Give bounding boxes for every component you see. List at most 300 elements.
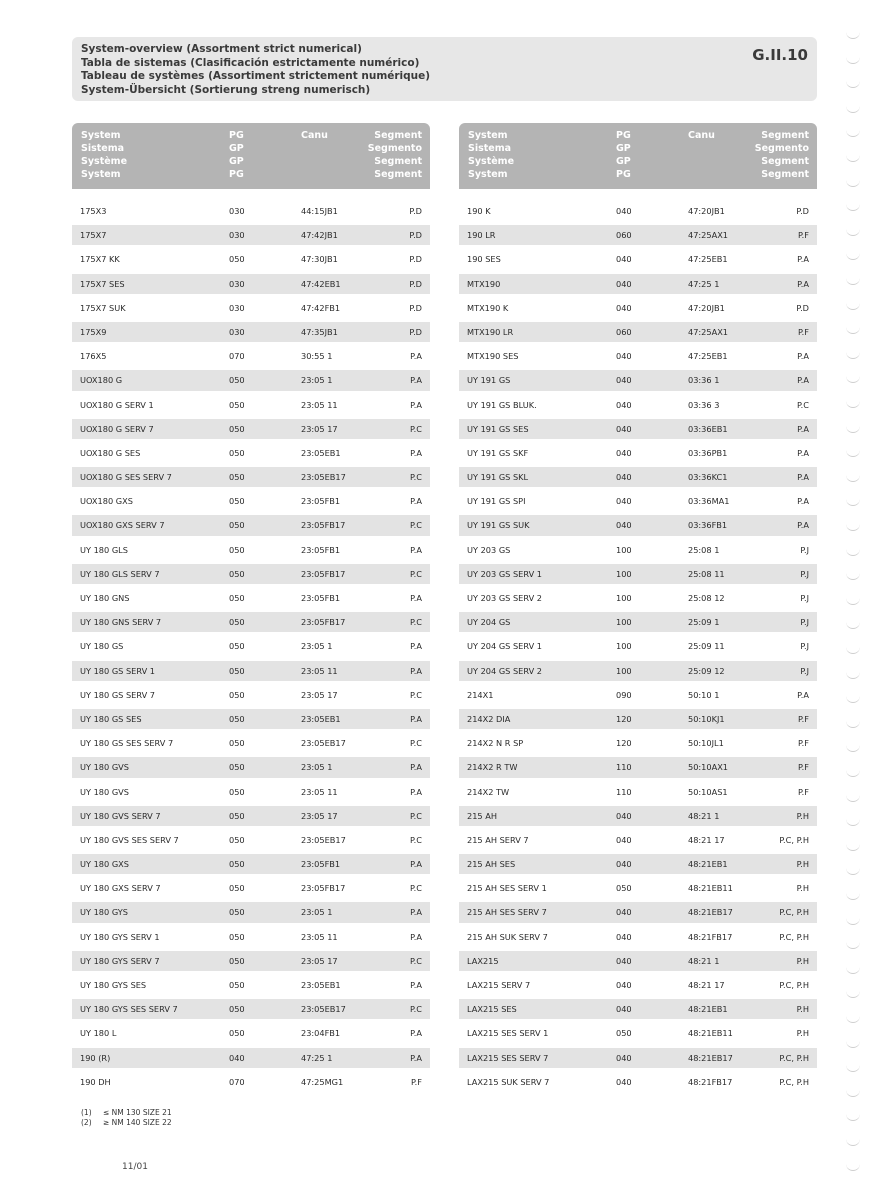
cell-system: UY 203 GS [467,544,511,555]
cell-segment: P.A [410,713,422,724]
table-row [459,854,817,874]
cell-segment: P.F [798,786,809,797]
cell-pg: 120 [616,738,632,749]
table-row [72,370,430,390]
table-row [72,467,430,487]
binder-hole [846,938,860,949]
table-row [72,733,430,753]
title-de: System-Übersicht (Sortierung streng numerisch) [81,83,371,96]
cell-system: 175X7 KK [80,254,120,265]
cell-canu: 50:10AS1 [688,786,728,797]
cell-segment: P.A [410,931,422,942]
table-row [72,878,430,898]
cell-pg: 040 [616,399,632,410]
binder-hole [846,1037,860,1048]
cell-canu: 23:05FB1 [301,859,341,870]
cell-segment: P.F [798,762,809,773]
cell-system: UOX180 G SERV 1 [80,399,154,410]
cell-segment: P.H [796,859,809,870]
cell-system: LAX215 SES SERV 7 [467,1052,549,1063]
cell-system: UY 204 GS [467,617,511,628]
cell-segment: P.C [410,955,422,966]
cell-segment: P.A [410,447,422,458]
cell-pg: 040 [616,351,632,362]
binder-hole [846,299,860,310]
cell-system: 175X7 SUK [80,302,126,313]
cell-segment: P.A [410,859,422,870]
cell-pg: 040 [616,496,632,507]
table-row [72,636,430,656]
left-rows [72,201,430,1092]
table-row [72,515,430,535]
cell-system: UY 180 GLS [80,544,128,555]
cell-system: UY 191 GS SKF [467,447,529,458]
cell-segment: P.C [410,689,422,700]
cell-system: UY 203 GS SERV 2 [467,593,542,603]
cell-segment: P.C [410,617,422,628]
title-en: System-overview (Assortment strict numerical) [81,43,362,55]
cell-pg: 040 [616,472,632,483]
cell-system: UY 180 GYS SES [80,980,147,990]
cell-canu: 03:36MA1 [688,496,730,507]
cell-pg: 050 [229,375,245,386]
cell-segment: P.A [410,399,422,410]
table-row [459,298,817,318]
cell-segment: P.C, P.H [779,1052,809,1063]
binder-hole [846,545,860,556]
cell-canu: 23:05FB1 [301,593,341,603]
cell-system: UY 191 GS BLUK. [467,399,537,410]
cell-pg: 090 [616,689,632,700]
cell-segment: P.F [411,1076,422,1087]
cell-segment: P.C [410,738,422,749]
cell-pg: 040 [616,1004,632,1015]
table-row [459,951,817,971]
cell-pg: 040 [616,980,632,990]
cell-canu: 47:42FB1 [301,302,341,313]
cell-pg: 050 [229,955,245,966]
cell-canu: 23:05EB1 [301,713,341,724]
cell-pg: 060 [616,326,632,337]
cell-pg: 040 [616,1076,632,1087]
cell-segment: P.D [409,206,422,216]
cell-system: UY 180 GS [80,641,124,652]
cell-pg: 050 [616,1028,632,1039]
cell-canu: 23:05 1 [301,641,333,652]
table-row [459,975,817,995]
binder-hole [846,594,860,605]
cell-segment: P.A [410,786,422,797]
cell-pg: 040 [616,423,632,434]
table-row [459,443,817,463]
binder-hole [846,422,860,433]
table-row [459,540,817,560]
cell-pg: 050 [229,762,245,773]
cell-canu: 48:21EB1 [688,859,728,870]
cell-canu: 47:25AX1 [688,326,729,337]
cell-pg: 120 [616,713,632,724]
cell-segment: P.A [410,907,422,918]
header-canu: Canu [688,130,715,141]
cell-pg: 050 [229,254,245,265]
cell-canu: 23:05 11 [301,665,338,676]
cell-pg: 040 [616,375,632,386]
cell-system: 214X2 N R SP [467,738,524,749]
cell-pg: 050 [229,447,245,458]
cell-segment: P.C [410,423,422,434]
cell-system: 215 AH [467,810,497,821]
cell-canu: 25:08 1 [688,544,720,555]
cell-canu: 48:21 1 [688,810,720,821]
cell-canu: 23:05 1 [301,907,333,918]
cell-segment: P.A [410,641,422,652]
cell-segment: P.F [798,738,809,749]
binder-hole [846,274,860,285]
cell-system: UY 203 GS SERV 1 [467,568,542,579]
cell-segment: P.D [796,302,809,313]
cell-segment: P.C, P.H [779,834,809,845]
binder-hole [846,397,860,408]
cell-pg: 050 [229,883,245,894]
cell-canu: 23:05FB17 [301,568,346,579]
cell-segment: P.J [800,544,809,555]
cell-segment: P.D [409,278,422,289]
cell-system: UY 180 GNS SERV 7 [80,617,162,628]
table-row [459,999,817,1019]
right-rows [459,201,817,1092]
table-row [459,1023,817,1043]
cell-segment: P.H [796,1004,809,1015]
binder-hole [846,1160,860,1171]
cell-system: UY 180 GS SES SERV 7 [80,738,174,749]
table-row [72,274,430,294]
cell-canu: 23:05 11 [301,931,338,942]
cell-segment: P.A [410,351,422,362]
cell-canu: 47:25 1 [688,278,720,289]
cell-canu: 23:05 1 [301,375,333,386]
cell-system: UY 204 GS SERV 2 [467,665,542,676]
cell-pg: 040 [616,859,632,870]
cell-canu: 47:25EB1 [688,254,728,265]
binder-holes [846,28,866,1188]
cell-segment: P.C [410,883,422,894]
cell-canu: 23:05FB1 [301,496,341,507]
cell-canu: 23:05EB1 [301,980,341,990]
cell-pg: 050 [229,568,245,579]
binder-hole [846,53,860,64]
footnote: (2) ≥ NM 140 SIZE 22 [81,1118,172,1127]
header-segment: Segment Segmento Segment Segment [367,130,422,180]
binder-hole [846,495,860,506]
cell-pg: 030 [229,230,245,241]
binder-hole [846,963,860,974]
table-row [72,999,430,1019]
binder-hole [846,618,860,629]
cell-segment: P.F [798,230,809,241]
cell-pg: 050 [229,810,245,821]
cell-pg: 050 [229,713,245,724]
table-row [459,1072,817,1092]
cell-pg: 070 [229,351,245,362]
cell-segment: P.A [410,544,422,555]
cell-segment: P.A [410,762,422,773]
cell-system: UY 180 GVS [80,762,129,773]
table-row [459,733,817,753]
cell-segment: P.J [800,665,809,676]
table-row [72,902,430,922]
cell-segment: P.D [409,302,422,313]
cell-canu: 23:05 17 [301,955,338,966]
cell-segment: P.C [410,834,422,845]
cell-segment: P.A [410,1052,422,1063]
cell-segment: P.D [409,230,422,241]
binder-hole [846,864,860,875]
cell-system: MTX190 K [467,302,509,313]
table-row [459,225,817,245]
table-row [72,709,430,729]
cell-canu: 03:36KC1 [688,472,728,483]
cell-canu: 25:08 11 [688,568,725,579]
cell-pg: 050 [229,617,245,628]
cell-segment: P.J [800,617,809,628]
table-row [459,395,817,415]
binder-hole [846,569,860,580]
cell-system: UY 191 GS SKL [467,472,529,483]
table-row [72,491,430,511]
table-row [72,1072,430,1092]
table-row [72,612,430,632]
cell-system: 214X1 [467,689,494,700]
cell-segment: P.A [410,593,422,603]
table-row [459,370,817,390]
cell-canu: 47:25EB1 [688,351,728,362]
binder-hole [846,914,860,925]
cell-canu: 48:21 1 [688,955,720,966]
cell-pg: 050 [229,859,245,870]
cell-pg: 050 [229,423,245,434]
cell-pg: 050 [229,738,245,749]
binder-hole [846,249,860,260]
cell-canu: 23:05EB17 [301,1004,346,1015]
header-canu: Canu [301,130,328,141]
cell-canu: 23:05 17 [301,423,338,434]
cell-canu: 48:21FB17 [688,931,733,942]
header-system: System Sistema Système System [468,130,515,180]
binder-hole [846,1012,860,1023]
cell-canu: 48:21FB17 [688,1076,733,1087]
cell-canu: 03:36PB1 [688,447,728,458]
cell-segment: P.J [800,641,809,652]
table-row [72,249,430,269]
cell-segment: P.D [409,326,422,337]
cell-pg: 050 [616,883,632,894]
cell-system: 190 SES [467,254,501,265]
cell-system: 175X3 [80,206,107,216]
cell-canu: 47:30JB1 [301,254,338,265]
table-row [72,951,430,971]
binder-hole [846,176,860,187]
cell-canu: 47:25MG1 [301,1076,344,1087]
page-header [72,37,817,101]
table-row [72,975,430,995]
table-row [72,782,430,802]
cell-canu: 25:09 11 [688,641,725,652]
cell-canu: 47:20JB1 [688,206,725,216]
cell-segment: P.A [410,1028,422,1039]
cell-pg: 050 [229,931,245,942]
cell-canu: 03:36 3 [688,399,720,410]
cell-system: UY 180 GVS SES SERV 7 [80,834,179,845]
cell-pg: 050 [229,544,245,555]
cell-system: UY 180 GLS SERV 7 [80,568,160,579]
cell-segment: P.J [800,568,809,579]
cell-system: UY 180 GYS SERV 1 [80,931,160,942]
cell-pg: 040 [616,931,632,942]
cell-canu: 23:05 17 [301,810,338,821]
table-row [459,878,817,898]
cell-system: MTX190 [467,278,501,289]
cell-system: 215 AH SES SERV 1 [467,883,547,894]
cell-segment: P.A [797,447,809,458]
binder-hole [846,643,860,654]
cell-pg: 100 [616,544,632,555]
cell-pg: 040 [616,302,632,313]
table-row [72,540,430,560]
cell-pg: 030 [229,278,245,289]
binder-hole [846,372,860,383]
cell-system: 175X9 [80,326,107,337]
binder-hole [846,77,860,88]
cell-segment: P.F [798,326,809,337]
cell-pg: 040 [616,520,632,531]
cell-pg: 050 [229,786,245,797]
binder-hole [846,151,860,162]
cell-segment: P.A [797,375,809,386]
footnote: (1) ≤ NM 130 SIZE 21 [81,1108,172,1117]
table-row [459,612,817,632]
cell-system: 176X5 [80,351,107,362]
table-row [459,1048,817,1068]
table-row [459,419,817,439]
cell-system: LAX215 SERV 7 [467,980,531,990]
cell-segment: P.C [410,472,422,483]
cell-system: UY 180 GS SERV 7 [80,689,155,700]
cell-pg: 040 [616,278,632,289]
cell-pg: 040 [616,254,632,265]
cell-segment: P.A [797,423,809,434]
cell-system: 190 K [467,206,491,216]
cell-segment: P.A [797,254,809,265]
cell-canu: 48:21EB17 [688,1052,733,1063]
cell-segment: P.A [797,496,809,507]
cell-segment: P.A [797,472,809,483]
cell-system: UY 180 L [80,1028,117,1039]
cell-system: 215 AH SES SERV 7 [467,907,547,918]
table-row [459,636,817,656]
cell-pg: 050 [229,665,245,676]
cell-system: UY 180 GYS SES SERV 7 [80,1004,178,1015]
cell-canu: 48:21 17 [688,834,725,845]
cell-segment: P.C, P.H [779,907,809,918]
cell-system: 190 DH [80,1076,111,1087]
cell-pg: 050 [229,472,245,483]
cell-canu: 23:05FB17 [301,520,346,531]
binder-hole [846,28,860,39]
cell-segment: P.D [409,254,422,265]
binder-hole [846,323,860,334]
cell-canu: 25:09 1 [688,617,720,628]
cell-system: 190 (R) [80,1052,111,1063]
cell-canu: 23:05FB17 [301,883,346,894]
cell-system: UY 180 GVS SERV 7 [80,810,161,821]
table-row [459,201,817,221]
cell-pg: 050 [229,593,245,603]
cell-system: 214X2 R TW [467,762,518,773]
table-row [459,806,817,826]
cell-pg: 050 [229,496,245,507]
cell-segment: P.C, P.H [779,980,809,990]
table-row [459,685,817,705]
table-row [459,782,817,802]
binder-hole [846,1110,860,1121]
cell-pg: 070 [229,1076,245,1087]
page-code: G.II.10 [752,46,808,64]
cell-pg: 040 [616,907,632,918]
cell-canu: 03:36EB1 [688,423,728,434]
binder-hole [846,200,860,211]
table-row [459,757,817,777]
binder-hole [846,471,860,482]
cell-canu: 25:09 12 [688,665,725,676]
cell-pg: 110 [616,786,632,797]
cell-segment: P.H [796,955,809,966]
cell-canu: 23:05FB1 [301,544,341,555]
cell-segment: P.C [410,568,422,579]
cell-canu: 23:05EB17 [301,834,346,845]
table-row [72,806,430,826]
table-row [72,661,430,681]
table-row [459,346,817,366]
table-row [459,927,817,947]
cell-system: MTX190 LR [467,326,514,337]
cell-pg: 050 [229,520,245,531]
cell-system: UOX180 GXS SERV 7 [80,520,165,531]
header-titles [81,43,430,97]
cell-segment: P.F [798,713,809,724]
table-row [72,757,430,777]
cell-canu: 50:10KJ1 [688,713,725,724]
cell-canu: 30:55 1 [301,351,333,362]
table-row [459,274,817,294]
cell-system: LAX215 SES SERV 1 [467,1028,549,1039]
cell-system: UY 191 GS SUK [467,520,530,531]
cell-pg: 040 [616,955,632,966]
table-row [72,419,430,439]
cell-pg: 050 [229,641,245,652]
binder-hole [846,840,860,851]
cell-canu: 23:05 11 [301,399,338,410]
cell-segment: P.C [410,1004,422,1015]
cell-pg: 040 [616,834,632,845]
table-row [459,709,817,729]
footnotes [81,1108,172,1128]
title-fr: Tableau de systèmes (Assortiment strictement numérique) [81,70,431,82]
cell-pg: 040 [616,1052,632,1063]
cell-segment: P.H [796,883,809,894]
right-table [459,123,817,1096]
binder-hole [846,1086,860,1097]
binder-hole [846,889,860,900]
